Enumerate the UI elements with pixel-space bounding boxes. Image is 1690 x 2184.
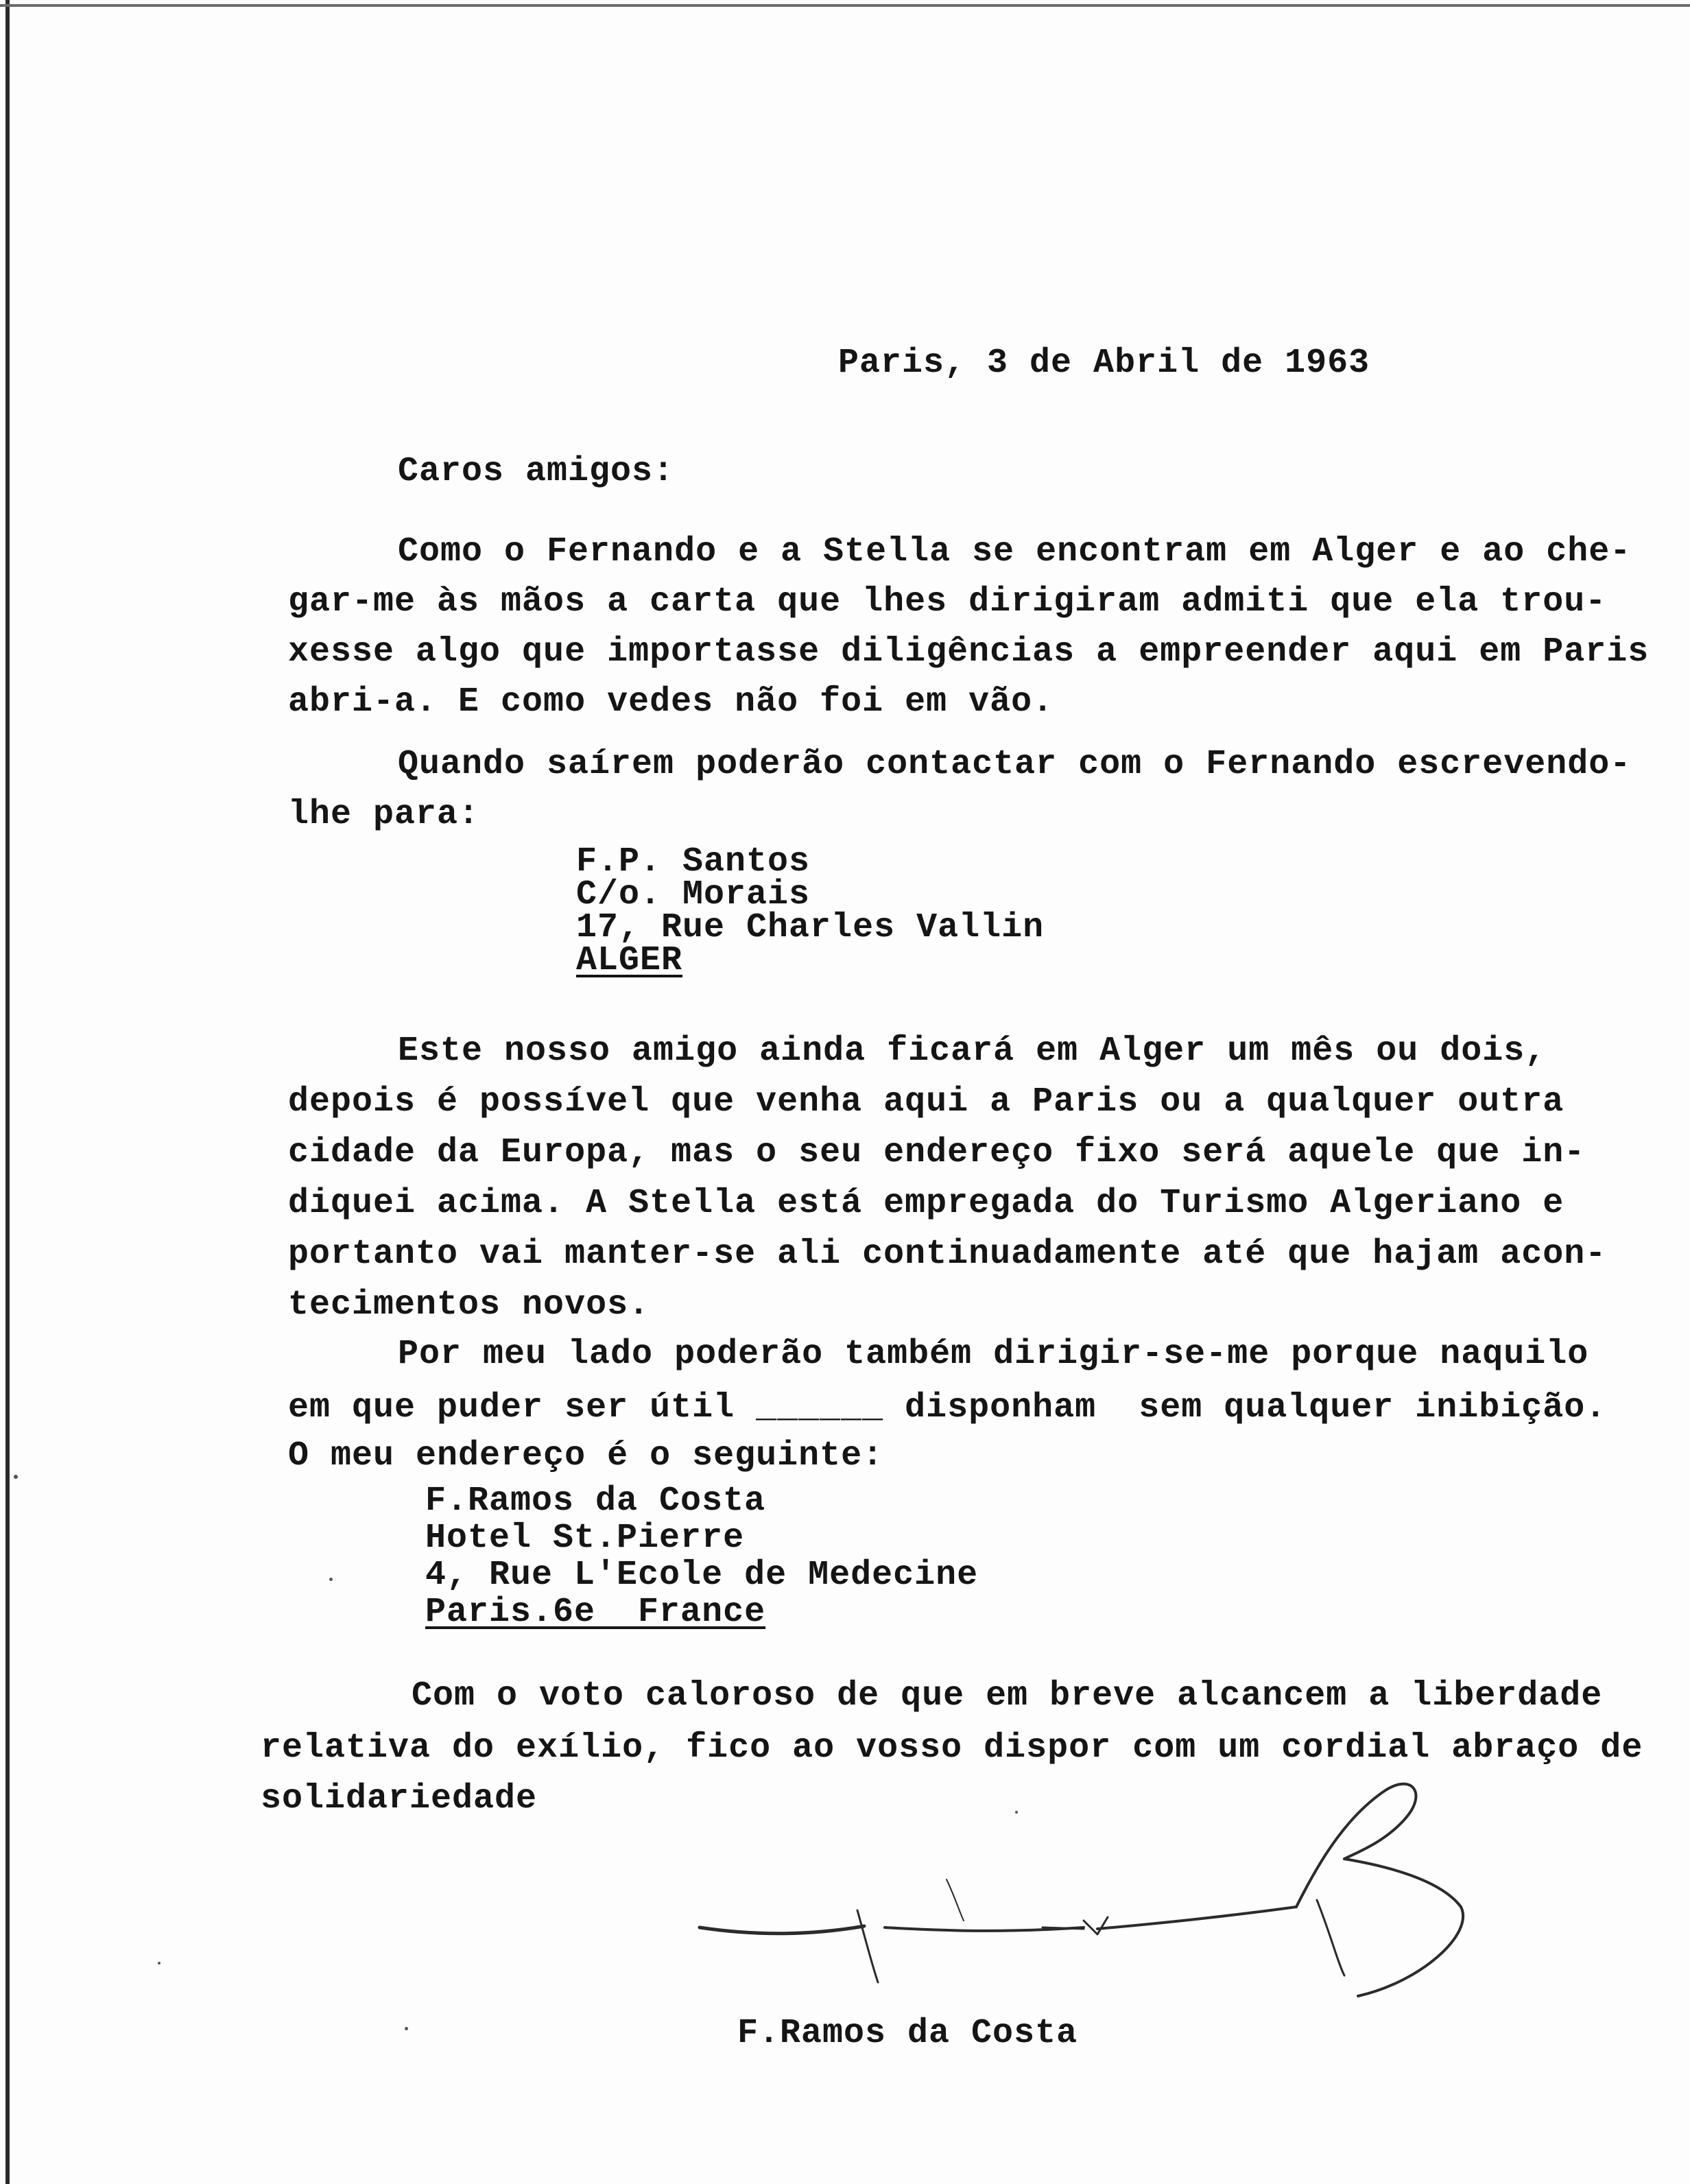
paragraph-line: portanto vai manter-se ali continuadamente até que hajam acon- <box>288 1235 1607 1274</box>
handwritten-signature <box>658 1756 1536 2044</box>
paragraph-line: depois é possível que venha aqui a Paris ou a qualquer outra <box>288 1082 1564 1121</box>
address-line: 4, Rue L'Ecole de Medecine <box>425 1556 979 1595</box>
paragraph-line: cidade da Europa, mas o seu endereço fixo será aquele que in- <box>288 1133 1586 1172</box>
letter-date: Paris, 3 de Abril de 1963 <box>838 344 1370 383</box>
address-city: Paris.6e France <box>425 1593 766 1632</box>
paragraph-line: tecimentos novos. <box>288 1285 650 1325</box>
paragraph-line: gar-me às mãos a carta que lhes dirigiram admiti que ela trou- <box>288 582 1607 621</box>
scan-edge-top <box>0 4 1690 7</box>
paragraph-line: diquei acima. A Stella está empregada do Turismo Algeriano e <box>288 1184 1564 1223</box>
paragraph-line: relativa do exílio, fico ao vosso dispor com um cordial abraço de <box>261 1729 1643 1768</box>
scan-speck <box>1015 1811 1018 1814</box>
scan-speck <box>14 1475 18 1479</box>
paragraph-line: abri-a. E como vedes não foi em vão. <box>288 682 1054 722</box>
address-line: Hotel St.Pierre <box>425 1519 745 1558</box>
scan-edge-left <box>5 0 10 2184</box>
salutation: Caros amigos: <box>398 452 675 491</box>
paragraph-line: O meu endereço é o seguinte: <box>288 1436 884 1475</box>
paragraph-line: Como o Fernando e a Stella se encontram em Alger e ao che- <box>398 532 1632 571</box>
scan-speck <box>329 1578 333 1581</box>
address-line: F.P. Santos <box>576 842 811 881</box>
paragraph-line: xesse algo que importasse diligências a empreender aqui em Paris <box>288 632 1650 672</box>
address-line: C/o. Morais <box>576 875 811 914</box>
paragraph-line: Este nosso amigo ainda ficará em Alger um mês ou dois, <box>398 1032 1547 1071</box>
paragraph-line: Com o voto caloroso de que em breve alcancem a liberdade <box>412 1676 1603 1716</box>
address-line: F.Ramos da Costa <box>425 1482 766 1521</box>
paragraph-line: lhe para: <box>288 795 480 834</box>
paragraph-line: Quando saírem poderão contactar com o Fernando escrevendo- <box>398 745 1632 784</box>
address-line: 17, Rue Charles Vallin <box>576 908 1045 947</box>
paragraph-line: solidariedade <box>261 1779 538 1818</box>
address-city: ALGER <box>576 941 683 980</box>
paragraph-line: Por meu lado poderão também dirigir-se-me porque naquilo <box>398 1335 1589 1374</box>
scan-speck <box>405 2027 408 2030</box>
scan-speck <box>158 1962 160 1965</box>
signer-name: F.Ramos da Costa <box>737 2014 1078 2053</box>
paragraph-line: em que puder ser útil ______ disponham sem qualquer inibição. <box>288 1388 1607 1427</box>
